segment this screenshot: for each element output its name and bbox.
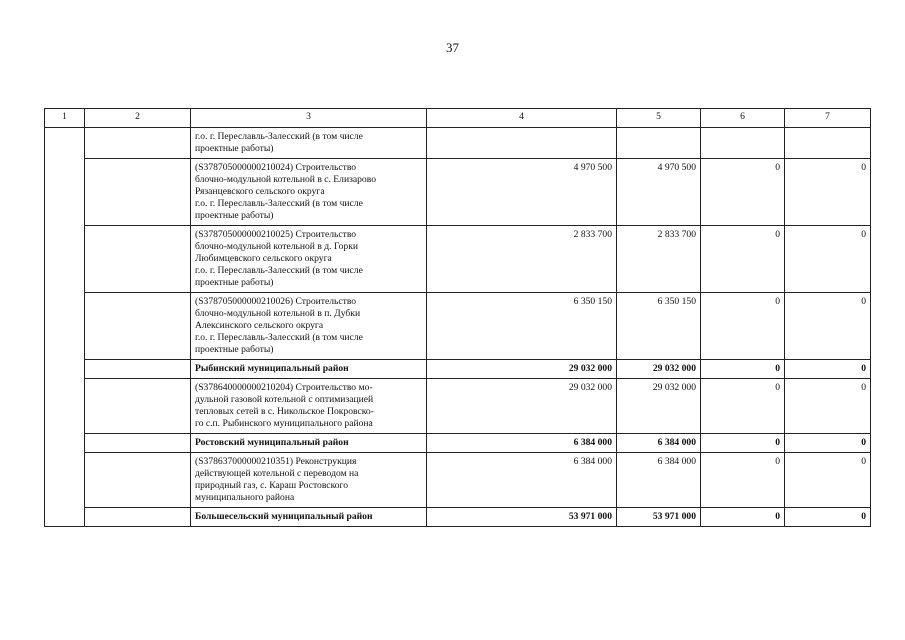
row-col-7-amount: 0 [785,360,871,379]
row-col-2-cell [85,379,191,434]
table-body [45,109,871,527]
page-number: 37 [446,40,459,55]
row-col-7-amount: 0 [785,453,871,508]
row-col-6-amount: 0 [701,159,785,226]
row-col-4-amount: 53 971 000 [427,508,617,527]
row-description: (S378637000000210351) Реконструкция действующей котельной с переводом на природный газ, с. Караш Ростовского муниципального района [191,453,427,508]
table-row [45,508,871,527]
row-description: (S378640000000210204) Строительство мо- дульной газовой котельной с оптимизацией тепловых сетей в с. Никольское Покровско- го с.п. Рыбинского муниципального района [191,379,427,434]
row-col-7-amount: 0 [785,226,871,293]
row-col-1-cell [45,128,85,527]
table-row [45,434,871,453]
table-row [45,293,871,360]
header-cell-2: 2 [85,109,191,128]
row-col-5-amount: 6 384 000 [617,434,701,453]
row-description: Рыбинский муниципальный район [191,360,427,379]
row-col-6-amount: 0 [701,293,785,360]
row-col-2-cell [85,128,191,159]
row-col-4-amount [427,128,617,159]
row-col-6-amount: 0 [701,360,785,379]
row-col-2-cell [85,293,191,360]
row-col-4-amount: 2 833 700 [427,226,617,293]
row-col-5-amount: 6 384 000 [617,453,701,508]
row-col-2-cell [85,360,191,379]
row-description: г.о. г. Переславль-Залесский (в том числе проектные работы) [191,128,427,159]
row-description: Ростовский муниципальный район [191,434,427,453]
row-description: Большесельский муниципальный район [191,508,427,527]
row-col-5-amount [617,128,701,159]
row-col-7-amount: 0 [785,159,871,226]
row-col-5-amount: 29 032 000 [617,379,701,434]
row-description: (S378705000000210026) Строительство блочно-модульной котельной в п. Дубки Алексинского сельского округа г.о. г. Переславль-Залесский (в том числе проектные работы) [191,293,427,360]
row-col-2-cell [85,226,191,293]
row-col-4-amount: 6 384 000 [427,434,617,453]
table-row [45,226,871,293]
header-cell-1: 1 [45,109,85,128]
column-number-header-row [45,109,871,128]
row-col-2-cell [85,508,191,527]
row-col-7-amount: 0 [785,508,871,527]
row-col-6-amount: 0 [701,453,785,508]
row-col-4-amount: 4 970 500 [427,159,617,226]
header-cell-3: 3 [191,109,427,128]
row-col-6-amount: 0 [701,434,785,453]
row-col-5-amount: 4 970 500 [617,159,701,226]
row-description: (S378705000000210025) Строительство блочно-модульной котельной в д. Горки Любимцевского сельского округа г.о. г. Переславль-Залесский (в том числе проектные работы) [191,226,427,293]
table-row [45,379,871,434]
table-row [45,360,871,379]
row-col-5-amount: 53 971 000 [617,508,701,527]
row-col-7-amount [785,128,871,159]
row-description: (S378705000000210024) Строительство блочно-модульной котельной в с. Елизарово Рязанцевского сельского округа г.о. г. Переславль-Залесский (в том числе проектные работы) [191,159,427,226]
table-row [45,453,871,508]
header-cell-4: 4 [427,109,617,128]
row-col-2-cell [85,434,191,453]
row-col-7-amount: 0 [785,434,871,453]
row-col-6-amount [701,128,785,159]
table-row [45,159,871,226]
row-col-2-cell [85,159,191,226]
row-col-4-amount: 29 032 000 [427,360,617,379]
row-col-6-amount: 0 [701,508,785,527]
row-col-5-amount: 6 350 150 [617,293,701,360]
header-cell-7: 7 [785,109,871,128]
row-col-4-amount: 6 384 000 [427,453,617,508]
row-col-2-cell [85,453,191,508]
row-col-7-amount: 0 [785,293,871,360]
row-col-6-amount: 0 [701,226,785,293]
row-col-5-amount: 29 032 000 [617,360,701,379]
row-col-7-amount: 0 [785,379,871,434]
table-row [45,128,871,159]
header-cell-6: 6 [701,109,785,128]
budget-table [44,108,871,527]
row-col-4-amount: 6 350 150 [427,293,617,360]
row-col-5-amount: 2 833 700 [617,226,701,293]
row-col-4-amount: 29 032 000 [427,379,617,434]
header-cell-5: 5 [617,109,701,128]
row-col-6-amount: 0 [701,379,785,434]
